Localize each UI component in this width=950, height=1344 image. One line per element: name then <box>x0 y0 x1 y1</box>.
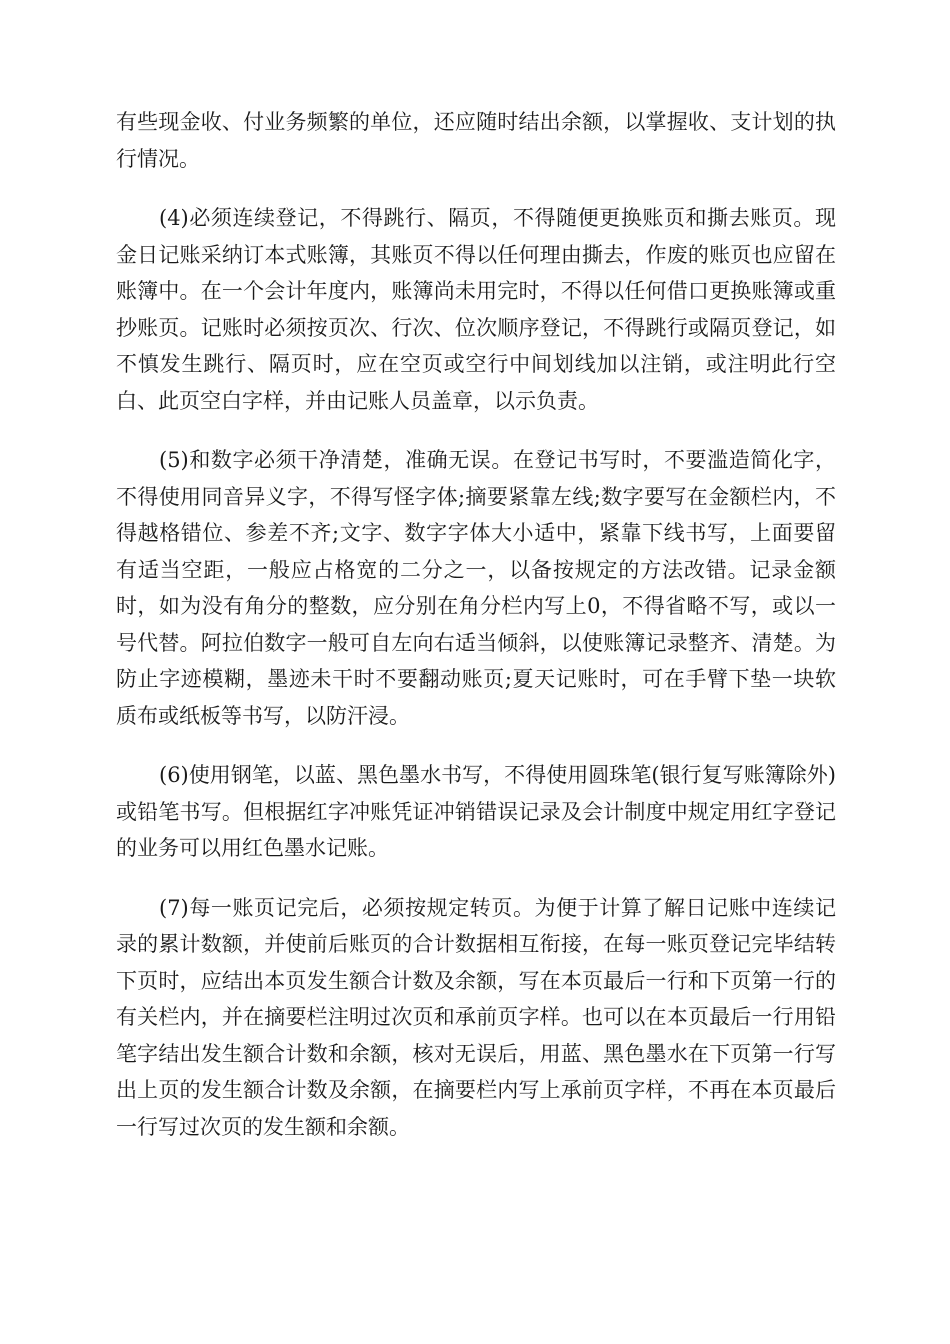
paragraph-item-4: (4)必须连续登记，不得跳行、隔页，不得随便更换账页和撕去账页。现金日记账采纳订本式账簿，其账页不得以任何理由撕去，作废的账页也应留在账簿中。在一个会计年度内，账簿尚未用完时，不得以任何借口更换账簿或重抄账页。记账时必须按页次、行次、位次顺序登记，不得跳行或隔页登记，如不慎发生跳行、隔页时，应在空页或空行中间划线加以注销，或注明此行空白、此页空白字样，并由记账人员盖章，以示负责。 <box>116 206 836 413</box>
paragraph-continuation: 有些现金收、付业务频繁的单位，还应随时结出余额，以掌握收、支计划的执行情况。 <box>116 110 836 171</box>
paragraph-item-5: (5)和数字必须干净清楚，准确无误。在登记书写时，不要滥造简化字，不得使用同音异义字，不得写怪字体;摘要紧靠左线;数字要写在金额栏内，不得越格错位、参差不齐;文字、数字字体大小适中，紧靠下线书写，上面要留有适当空距，一般应占格宽的二分之一，以备按规定的方法改错。记录金额时，如为没有角分的整数，应分别在角分栏内写上0，不得省略不写，或以一号代替。阿拉伯数字一般可自左向右适当倾斜，以使账簿记录整齐、清楚。为防止字迹模糊，墨迹未干时不要翻动账页;夏天记账时，可在手臂下垫一块软质布或纸板等书写，以防汗浸。 <box>116 448 836 728</box>
paragraph-item-6: (6)使用钢笔，以蓝、黑色墨水书写，不得使用圆珠笔(银行复写账簿除外)或铅笔书写。但根据红字冲账凭证冲销错误记录及会计制度中规定用红字登记的业务可以用红色墨水记账。 <box>116 763 836 860</box>
paragraph-item-7: (7)每一账页记完后，必须按规定转页。为便于计算了解日记账中连续记录的累计数额，并使前后账页的合计数据相互衔接，在每一账页登记完毕结转下页时，应结出本页发生额合计数及余额，写在本页最后一行和下页第一行的有关栏内，并在摘要栏注明过次页和承前页字样。也可以在本页最后一行用铅笔字结出发生额合计数和余额，核对无误后，用蓝、黑色墨水在下页第一行写出上页的发生额合计数及余额，在摘要栏内写上承前页字样，不再在本页最后一行写过次页的发生额和余额。 <box>116 895 836 1139</box>
document-body <box>116 104 836 1168</box>
